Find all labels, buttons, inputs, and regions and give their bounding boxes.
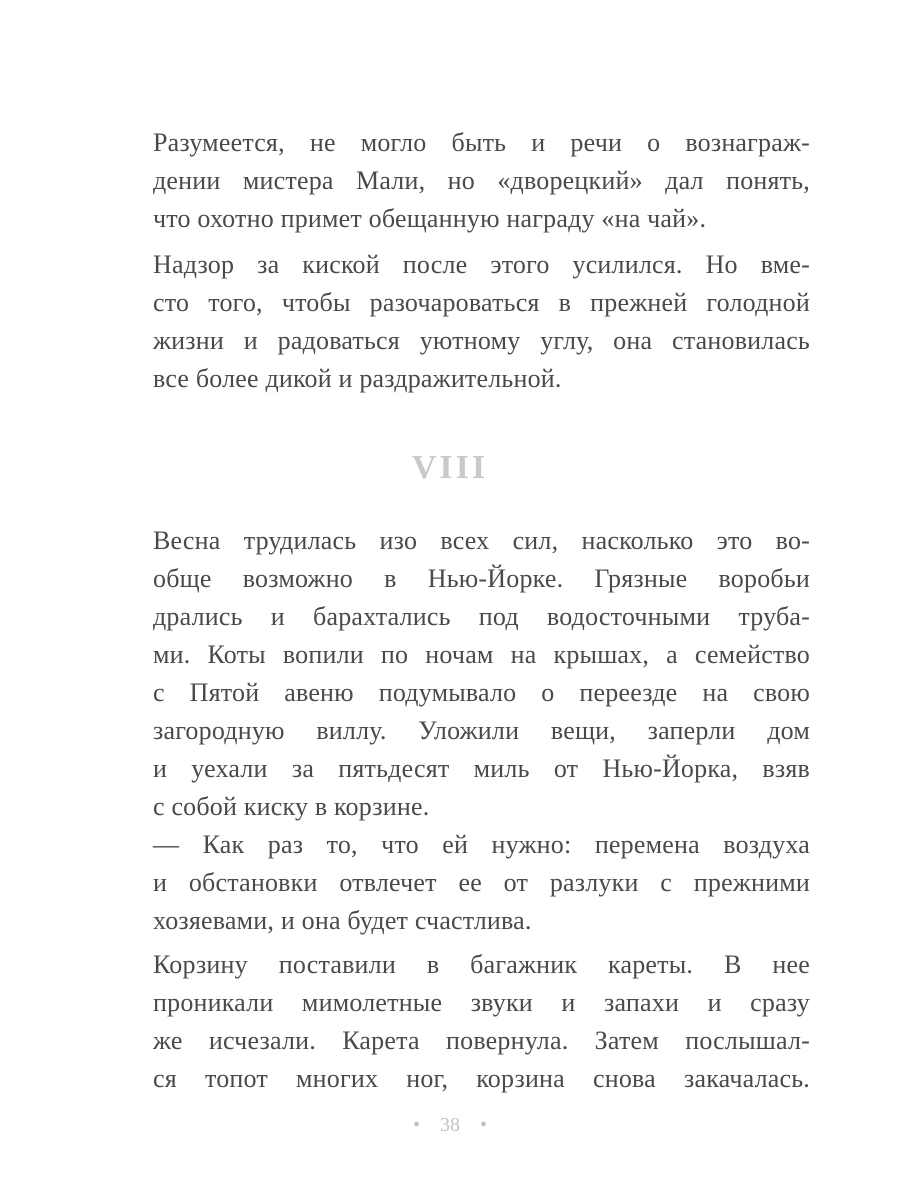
text-line: и уехали за пятьдесят миль от Нью-Йорка, взяв (153, 754, 810, 783)
text-line: дении мистера Мали, но «дворецкий» дал понять, (153, 166, 810, 195)
text-line: с Пятой авеню подумывало о переезде на свою (153, 678, 810, 707)
text-line: обще возможно в Нью-Йорке. Грязные воробьи (153, 564, 810, 593)
text-line: Надзор за киской после этого усилился. Но вме- (153, 250, 810, 279)
text-line: с собой киску в корзине. (153, 792, 430, 821)
text-line: все более дикой и раздражительной. (153, 364, 562, 393)
text-line: ми. Коты вопили по ночам на крышах, а семейство (153, 640, 810, 669)
paragraph-1 (153, 124, 810, 398)
text-line: Разумеется, не могло быть и речи о вознаграж- (153, 128, 810, 157)
text-line: хозяевами, и она будет счастлива. (153, 906, 532, 935)
page-number-value: 38 (440, 1114, 460, 1136)
text-line: же исчезали. Карета повернула. Затем послышал- (153, 1026, 810, 1055)
chapter-heading: VIII (411, 449, 489, 486)
text-line: ся топот многих ног, корзина снова закачалась. (153, 1064, 810, 1093)
ornament-icon: • (412, 1114, 420, 1136)
text-line: проникали мимолетные звуки и запахи и сразу (153, 988, 810, 1017)
text-line: — Как раз то, что ей нужно: перемена воздуха (153, 830, 810, 859)
text-line: Весна трудилась изо всех сил, насколько это во- (153, 526, 810, 555)
text-line: и обстановки отвлечет ее от разлуки с прежними (153, 868, 810, 897)
ornament-icon: • (480, 1114, 488, 1136)
text-line: дрались и барахтались под водосточными труба- (153, 602, 810, 631)
page-number (0, 1110, 900, 1140)
text-line: загородную виллу. Уложили вещи, заперли дом (153, 716, 810, 745)
chapter-body (153, 522, 810, 1098)
text-line: сто того, чтобы разочароваться в прежней голодной (153, 288, 810, 317)
text-line: жизни и радоваться уютному углу, она становилась (153, 326, 810, 355)
text-line: что охотно примет обещанную награду «на чай». (153, 204, 707, 233)
text-line: Корзину поставили в багажник кареты. В нее (153, 950, 810, 979)
